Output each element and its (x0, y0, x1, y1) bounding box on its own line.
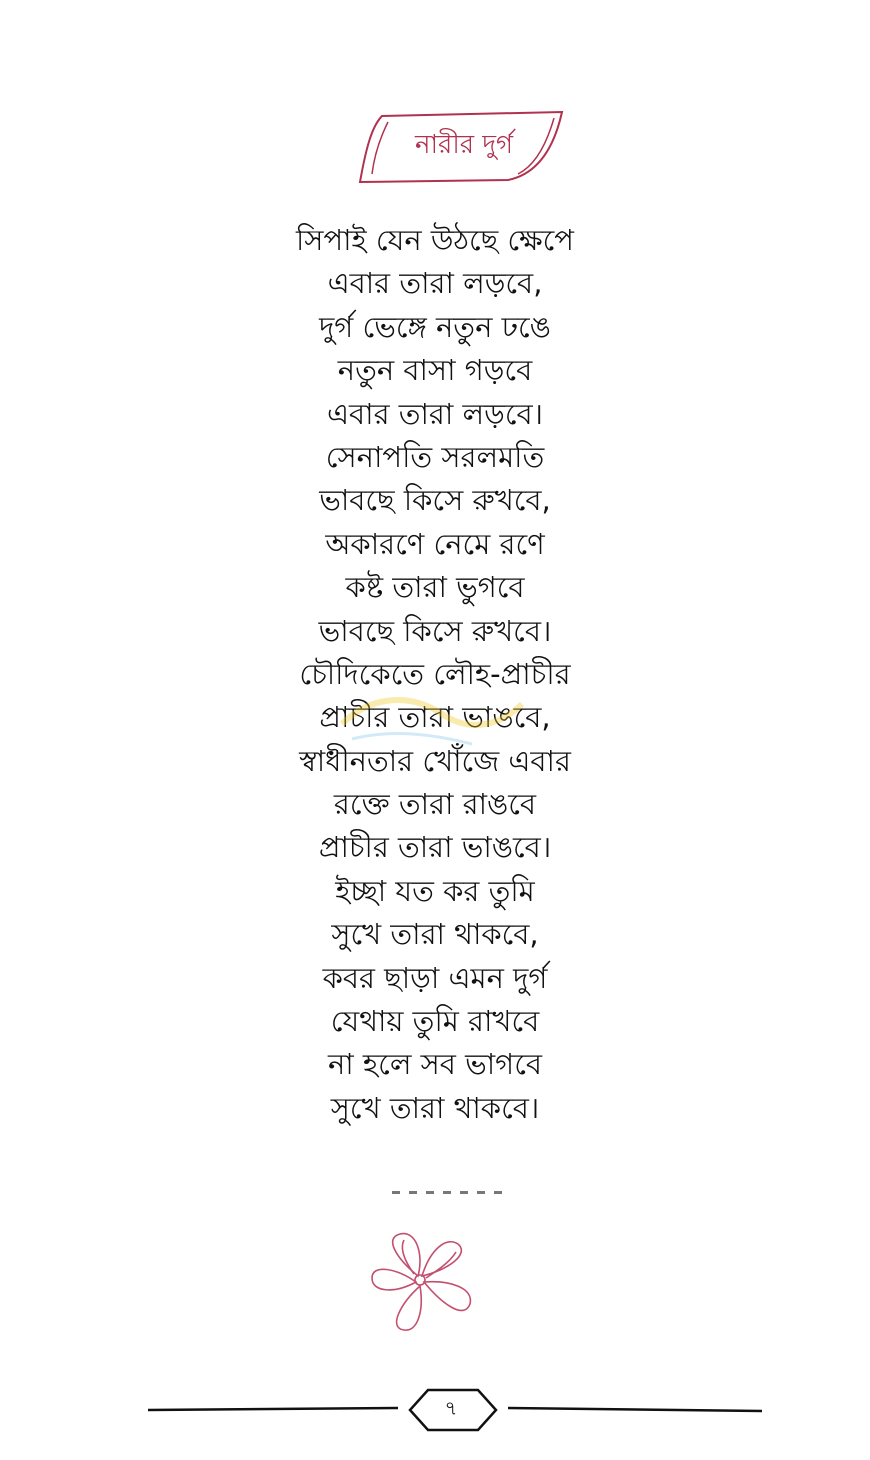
poem-line: ভাবছে কিসে রুখবে। (318, 613, 552, 648)
poem-line: কবর ছাড়া এমন দুর্গ (322, 960, 548, 995)
poem-line: এবার তারা লড়বে, (327, 266, 543, 301)
poem (0, 219, 870, 1130)
poem-line: স্বাধীনতার খোঁজে এবার (299, 743, 571, 778)
poem-line: ভাবছে কিসে রুখবে, (319, 483, 551, 518)
poem-line: প্রাচীর তারা ভাঙবে, (319, 700, 551, 735)
section-divider (392, 1191, 512, 1203)
title-frame (358, 108, 564, 184)
poem-line: রক্তে তারা রাঙবে (333, 787, 537, 822)
flower-ornament-icon (366, 1228, 484, 1338)
page-title: নারীর দুর্গ (414, 130, 514, 160)
poem-line: সিপাই যেন উঠছে ক্ষেপে (296, 223, 574, 257)
poem-line: চৌদিকেতে লৌহ-প্রাচীর (299, 656, 571, 691)
poem-line: দুর্গ ভেঙ্গে নতুন ঢঙে (319, 309, 551, 344)
poem-line: ইচ্ছা যত কর তুমি (335, 873, 535, 908)
poem-line: যেথায় তুমি রাখবে (330, 1004, 540, 1039)
poem-line: সেনাপতি সরলমতি (325, 439, 545, 474)
page-number: ৭ (444, 1395, 458, 1420)
poem-line: কষ্ট তারা ভুগবে (345, 570, 525, 605)
poem-line: সুখে তারা থাকবে। (330, 1090, 540, 1125)
poem-line: না হলে সব ভাগবে (328, 1047, 542, 1082)
poem-line: প্রাচীর তারা ভাঙবে। (318, 830, 552, 865)
poem-line: সুখে তারা থাকবে, (331, 917, 539, 952)
page-footer (0, 1378, 870, 1448)
poem-line: অকারণে নেমে রণে (325, 526, 545, 561)
poem-line: এবার তারা লড়বে। (326, 396, 543, 431)
poem-line: নতুন বাসা গড়বে (337, 353, 533, 388)
